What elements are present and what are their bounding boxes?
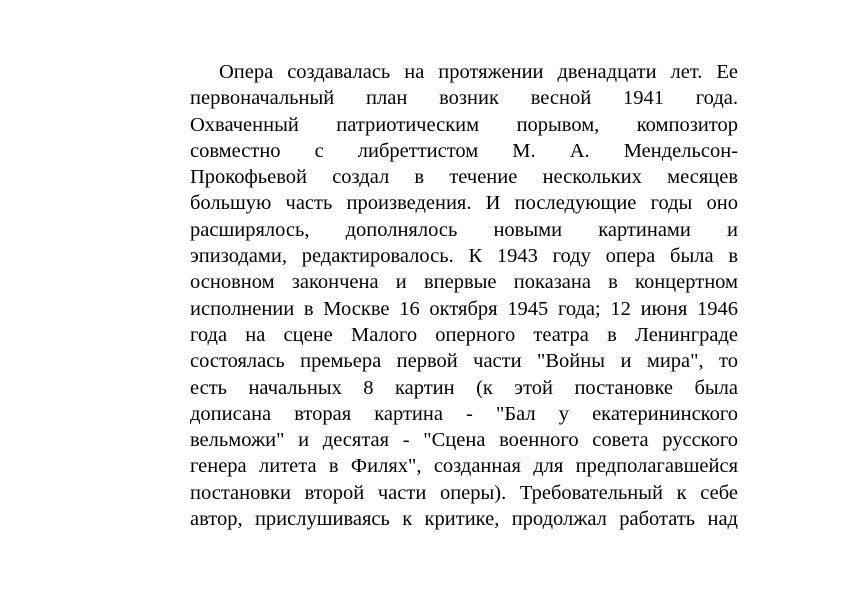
paragraph-line: Опера создавалась на протяжении двенадцати лет. Ее	[219, 61, 738, 83]
paragraph-line: большую часть произведения. И последующие годы оно	[190, 192, 738, 215]
paragraph-line: генера литета в Филях", созданная для предполагавшейся	[190, 455, 738, 478]
paragraph-line: совместно с либреттистом М. А. Мендельсон-	[190, 139, 738, 162]
paragraph-line: есть начальных 8 картин (к этой постановке была	[190, 376, 738, 399]
paragraph-line: года на сцене Малого оперного театра в Ленинграде	[190, 323, 738, 346]
paragraph-line: вельможи" и десятая - "Сцена военного совета русского	[190, 429, 738, 452]
paragraph-line: исполнении в Москве 16 октября 1945 года; 12 июня 1946	[190, 297, 738, 320]
paragraph-line: автор, прислушиваясь к критике, продолжал работать над	[190, 508, 738, 531]
paragraph-line: первоначальный план возник весной 1941 года.	[190, 87, 738, 110]
paragraph-line: Охваченный патриотическим порывом, композитор	[190, 113, 738, 136]
paragraph-line: основном закончена и впервые показана в концертном	[190, 271, 738, 294]
paragraph-line: состоялась премьера первой части "Войны и мира", то	[190, 350, 738, 373]
body-paragraph	[190, 59, 738, 532]
paragraph-line: постановки второй части оперы). Требовательный к себе	[190, 481, 738, 504]
paragraph-line: эпизодами, редактировалось. К 1943 году опера была в	[190, 245, 738, 268]
paragraph-line: расширялось, дополнялось новыми картинами и	[190, 218, 738, 241]
paragraph-line: дописана вторая картина - "Бал у екатерининского	[190, 402, 738, 425]
paragraph-line: Прокофьевой создал в течение нескольких месяцев	[190, 166, 738, 189]
